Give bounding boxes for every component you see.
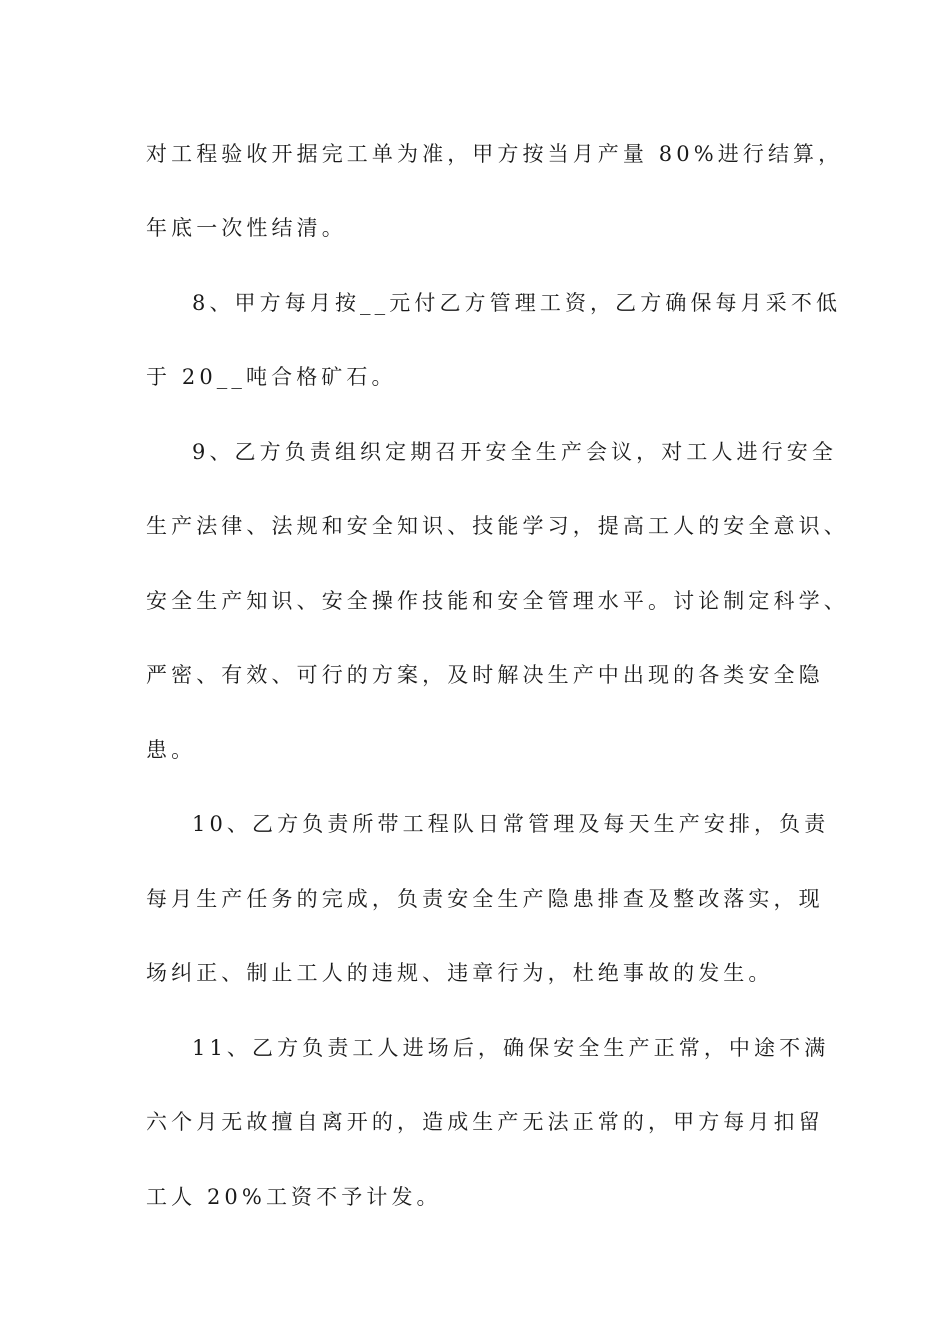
clause-10-line-3: 场纠正、制止工人的违规、违章行为，杜绝事故的发生。 — [146, 961, 774, 985]
clause-10-line-1: 10、乙方负责所带工程队日常管理及每天生产安排，负责 — [192, 812, 830, 836]
clause-11-line-2: 六个月无故擅自离开的，造成生产无法正常的，甲方每月扣留 — [146, 1110, 824, 1134]
clause-9-line-4: 严密、有效、可行的方案，及时解决生产中出现的各类安全隐 — [146, 663, 824, 687]
text-line-1: 对工程验收开据完工单为准，甲方按当月产量 80%进行结算， — [146, 142, 844, 166]
clause-9-line-1: 9、乙方负责组织定期召开安全生产会议，对工人进行安全 — [192, 440, 837, 464]
clause-9-line-3: 安全生产知识、安全操作技能和安全管理水平。讨论制定科学、 — [146, 589, 849, 613]
clause-9-line-2: 生产法律、法规和安全知识、技能学习，提高工人的安全意识、 — [146, 514, 849, 538]
clause-9-line-5: 患。 — [146, 738, 197, 762]
clause-11-line-1: 11、乙方负责工人进场后，确保安全生产正常，中途不满 — [192, 1036, 830, 1060]
clause-8-line-1: 8、甲方每月按__元付乙方管理工资，乙方确保每月采不低 — [192, 291, 842, 315]
clause-11-line-3: 工人 20%工资不予计发。 — [146, 1185, 442, 1209]
clause-10-line-2: 每月生产任务的完成，负责安全生产隐患排查及整改落实，现 — [146, 887, 824, 911]
clause-8-line-2: 于 20__吨合格矿石。 — [146, 365, 397, 389]
text-line-2: 年底一次性结清。 — [146, 216, 347, 240]
